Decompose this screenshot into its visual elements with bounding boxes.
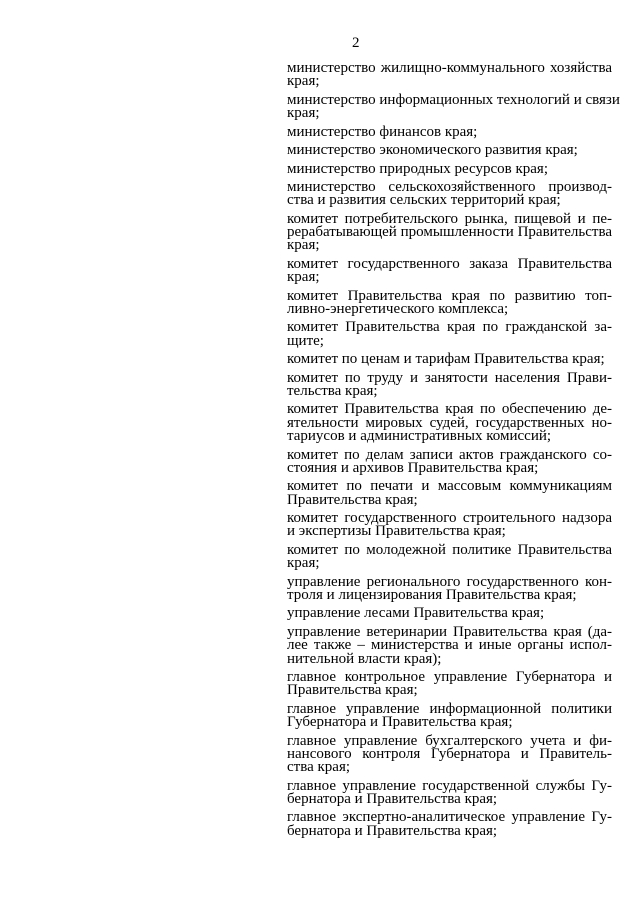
list-item-line: края;: [287, 73, 320, 90]
list-item: [287, 777, 612, 807]
list-item-line: министерство информационных технологий и связи: [287, 91, 620, 108]
list-item: [287, 144, 612, 157]
list-item-line: управление лесами Правительства края;: [287, 605, 545, 622]
list-item-line: ливно-энергетического комплекса;: [287, 300, 509, 317]
list-item-line: нительной власти края);: [287, 650, 442, 667]
list-item-line: нансового контроля Губернатора и Правитель-: [287, 745, 612, 762]
list-item-line: комитет потребительского рынка, пищевой и пе-: [287, 210, 612, 227]
list-item-line: министерство экономического развития края;: [287, 142, 578, 159]
list-item: [287, 573, 612, 603]
list-item-line: края;: [287, 555, 320, 572]
list-item-line: главное управление информационной политики: [287, 700, 612, 717]
list-item: [287, 700, 612, 731]
list-item: [287, 160, 612, 177]
list-item-line: тариусов и административных комиссий;: [287, 428, 552, 445]
list-item-line: лее также – министерства и иные органы испол-: [287, 637, 612, 654]
list-item: [287, 353, 612, 366]
list-item-line: комитет государственного строительного надзора: [287, 510, 612, 527]
list-item-line: бернатора и Правительства края;: [287, 790, 498, 807]
list-item-line: главное управление государственной службы Гу-: [287, 777, 612, 794]
list-item: [287, 287, 612, 317]
list-item-line: комитет по делам записи актов гражданского со-: [287, 446, 612, 463]
list-item-line: бернатора и Правительства края;: [287, 822, 498, 839]
list-item: [287, 403, 612, 443]
list-item: [287, 811, 612, 838]
list-item-line: рерабатывающей промышленности Правительства: [287, 224, 612, 241]
list-item-line: ства края;: [287, 759, 351, 776]
list-item-line: и экспертизы Правительства края;: [287, 523, 506, 540]
list-item-line: ятельности мировых судей, государственных но-: [287, 414, 612, 431]
list-item-line: тельства края;: [287, 383, 378, 399]
list-item-line: края;: [287, 237, 320, 254]
list-item-line: комитет государственного заказа Правительства: [287, 255, 612, 272]
list-item-line: комитет по молодежной политике Правительства: [287, 541, 612, 558]
list-item-line: министерство сельскохозяйственного производ-: [287, 179, 612, 196]
list-item: [287, 607, 612, 620]
list-item: [287, 369, 612, 399]
list-item: [287, 62, 612, 89]
list-item-line: главное контрольное управление Губернатора и: [287, 669, 612, 686]
list-item-line: щите;: [287, 332, 324, 349]
list-item-line: министерство жилищно-коммунального хозяйства: [287, 60, 612, 76]
list-item-line: ства и развития сельских территорий края;: [287, 192, 561, 209]
list-item: [287, 446, 612, 476]
list-item: [287, 91, 620, 122]
list-item: [287, 321, 612, 348]
list-item: [287, 181, 612, 208]
list-item-line: главное управление бухгалтерского учета и фи-: [287, 732, 612, 749]
list-item-line: комитет Правительства края по гражданской за-: [287, 319, 612, 336]
list-item: [287, 623, 612, 667]
list-item-line: Правительства края;: [287, 682, 418, 699]
list-item-line: комитет по печати и массовым коммуникациям: [287, 478, 612, 495]
list-item: [287, 512, 612, 539]
list-item-line: комитет по труду и занятости населения Прави-: [287, 369, 612, 386]
list-item-line: края;: [287, 269, 320, 286]
list-item-line: края;: [287, 105, 320, 122]
list-item: [287, 541, 612, 572]
list-item-line: главное экспертно-аналитическое управление Гу-: [287, 809, 612, 826]
list-item: [287, 480, 612, 507]
list-item-line: комитет Правительства края по развитию топ-: [287, 287, 612, 304]
list-item: [287, 732, 612, 776]
list-item-line: Правительства края;: [287, 491, 418, 508]
list-item-line: комитет Правительства края по обеспечению де-: [287, 401, 612, 418]
list-item: [287, 671, 612, 698]
page-number: 2: [352, 35, 360, 51]
list-item-line: троля и лицензирования Правительства края;: [287, 586, 577, 603]
list-item: [287, 210, 612, 254]
list-item: [287, 123, 612, 140]
list-item-line: стояния и архивов Правительства края;: [287, 459, 539, 476]
list-item-line: управление регионального государственного кон-: [287, 573, 612, 590]
organization-list: [287, 60, 620, 843]
list-item-line: министерство природных ресурсов края;: [287, 160, 548, 177]
list-item-line: комитет по ценам и тарифам Правительства края;: [287, 351, 605, 368]
list-item-line: министерство финансов края;: [287, 123, 478, 140]
list-item: [287, 255, 612, 286]
list-item-line: Губернатора и Правительства края;: [287, 714, 513, 731]
list-item-line: управление ветеринарии Правительства края (да-: [287, 623, 612, 640]
